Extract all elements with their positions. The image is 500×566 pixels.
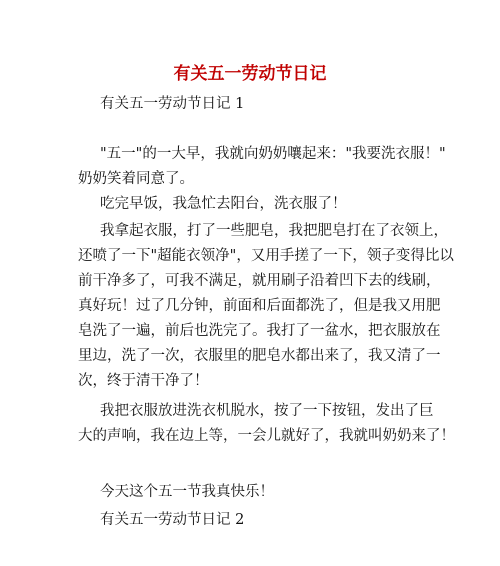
paragraph-4 (78, 399, 455, 449)
entry-2-heading (78, 508, 428, 533)
paragraph-line: 里边，洗了一次，衣服里的肥皂水都出来了，我又清了一 (78, 348, 441, 364)
paragraph-line: 吃完早饭，我急忙去阳台，洗衣服了！ (100, 196, 347, 212)
paragraph-5 (78, 480, 428, 505)
paragraph-line: 真好玩！过了几分钟，前面和后面都洗了，但是我又用肥 (78, 298, 441, 314)
paragraph-line: 大的声响，我在边上等，一会儿就好了，我就叫奶奶来了！ (78, 428, 455, 444)
entry-1-heading-text: 有关五一劳动节日记 1 (100, 96, 245, 112)
paragraph-line: 还喷了一下"超能衣领净"，又用手搓了一下，领子变得比以 (78, 248, 454, 264)
entry-2-heading-text: 有关五一劳动节日记 2 (100, 512, 245, 528)
paragraph-3 (78, 219, 454, 394)
paragraph-line: 我把衣服放进洗衣机脱水，按了一下按钮，发出了巨 (100, 403, 434, 419)
paragraph-1 (78, 142, 446, 192)
paragraph-line: 今天这个五一节我真快乐！ (100, 484, 274, 500)
entry-1-heading (78, 92, 428, 117)
paragraph-line: "五一"的一大早，我就向奶奶嚷起来："我要洗衣服！" (100, 146, 446, 162)
paragraph-line: 奶奶笑着同意了。 (78, 171, 194, 187)
paragraph-line: 皂洗了一遍，前后也洗完了。我打了一盆水，把衣服放在 (78, 323, 441, 339)
paragraph-line: 我拿起衣服，打了一些肥皂，我把肥皂打在了衣领上， (100, 223, 448, 239)
paragraph-line: 前干净多了，可我不满足，就用刷子沿着凹下去的线刷， (78, 273, 441, 289)
paragraph-line: 次，终于清干净了！ (78, 373, 209, 389)
paragraph-2 (78, 192, 428, 217)
document-title: 有关五一劳动节日记 (173, 64, 327, 84)
